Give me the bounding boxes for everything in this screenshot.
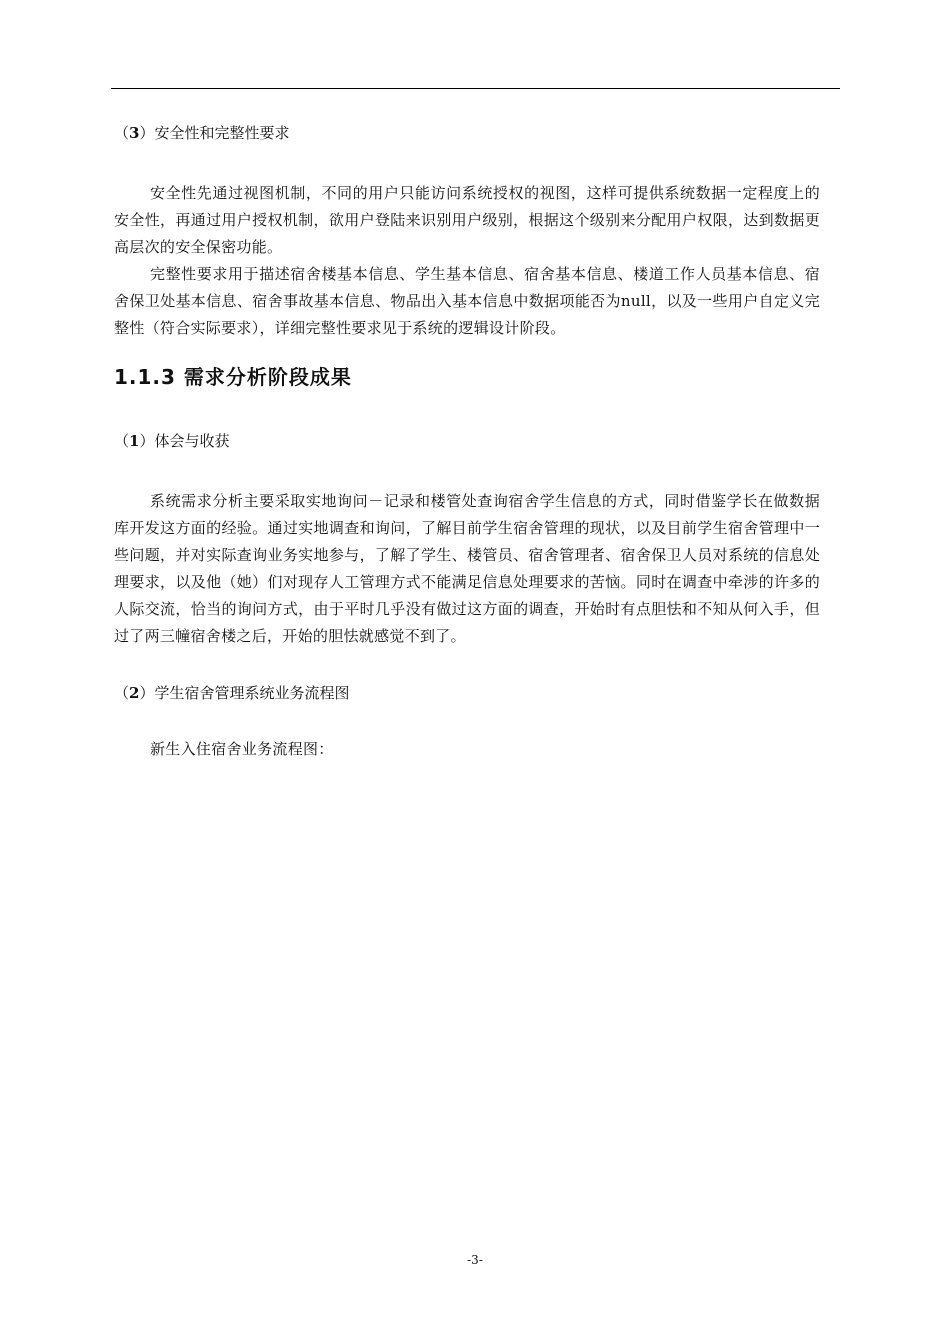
header-rule	[111, 88, 840, 89]
experience-paragraph: 系统需求分析主要采取实地询问－记录和楼管处查询宿舍学生信息的方式，同时借鉴学长在做数据库开发这方面的经验。通过实地调查和询问，了解目前学生宿舍管理的现状，以及目前学生宿舍管理中一些问题，并对实际查询业务实地参与，了解了学生、楼管员、宿舍管理者、宿舍保卫人员对系统的信息处理要求，以及他（她）们对现存人工管理方式不能满足信息处理要求的苦恼。同时在调查中牵涉的许多的人际交流，恰当的询问方式，由于平时几乎没有做过这方面的调查，开始时有点胆怯和不知从何入手，但过了两三幢宿舍楼之后，开始的胆怯就感觉不到了。	[114, 492, 820, 645]
flowchart-caption: 新生入住宿舍业务流程图：	[150, 740, 334, 758]
subheading-experience: （1）体会与收获	[114, 432, 230, 450]
security-paragraph: 安全性先通过视图机制，不同的用户只能访问系统授权的视图，这样可提供系统数据一定程度上的安全性，再通过用户授权机制，欲用户登陆来识别用户级别，根据这个级别来分配用户权限，达到数据更高层次的安全保密功能。	[114, 184, 820, 256]
subheading-flowchart: （2）学生宿舍管理系统业务流程图	[114, 684, 350, 702]
page-content	[114, 118, 820, 763]
section-title: 1.1.3 需求分析阶段成果	[114, 365, 352, 389]
subheading-text: 学生宿舍管理系统业务流程图	[154, 684, 350, 702]
subheading-text: 体会与收获	[154, 432, 230, 450]
subheading-security: （3）安全性和完整性要求	[114, 124, 290, 142]
subheading-number: 2	[129, 684, 140, 702]
subheading-number: 3	[129, 124, 140, 142]
integrity-paragraph: 完整性要求用于描述宿舍楼基本信息、学生基本信息、宿舍基本信息、楼道工作人员基本信息、宿舍保卫处基本信息、宿舍事故基本信息、物品出入基本信息中数据项能否为null，以及一些用户自定义完整性（符合实际要求），详细完整性要求见于系统的逻辑设计阶段。	[114, 265, 820, 337]
subheading-text: 安全性和完整性要求	[154, 124, 290, 142]
subheading-number: 1	[129, 432, 140, 450]
page-number: -3-	[467, 1253, 483, 1267]
